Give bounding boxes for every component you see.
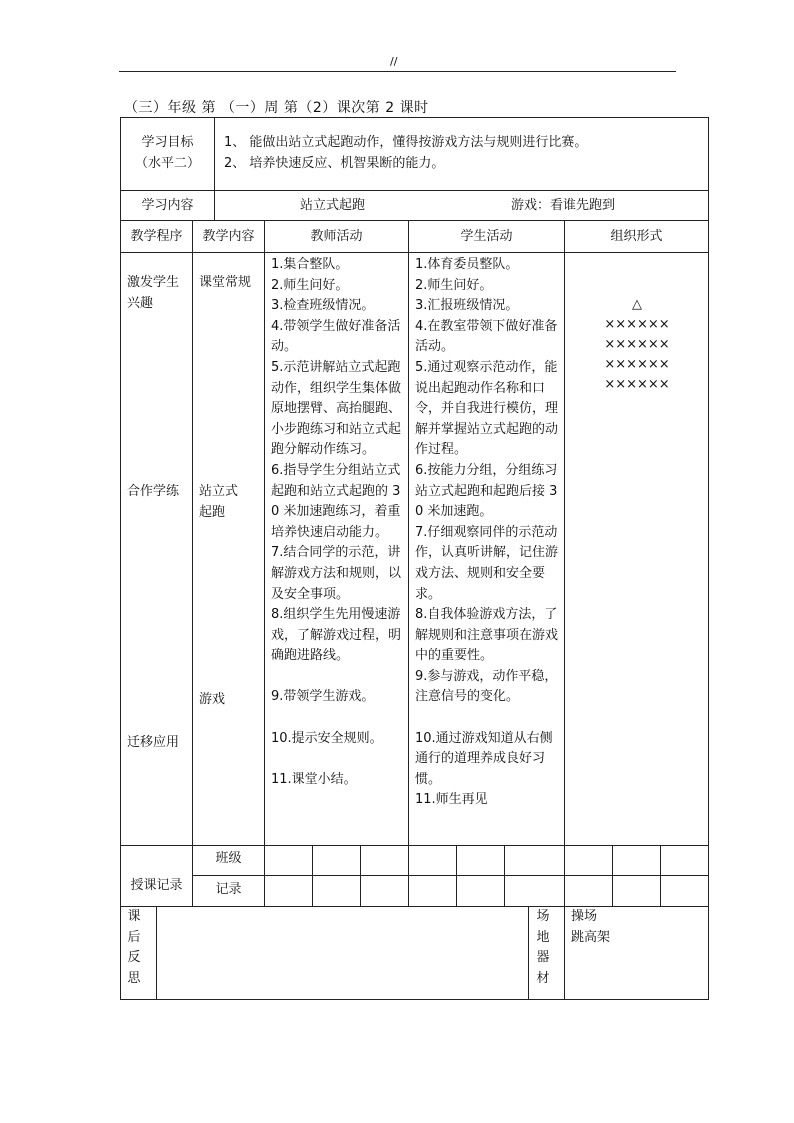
teacher-position-icon: △ — [632, 297, 642, 312]
teaching-content-item: 站立式起跑 — [199, 484, 239, 520]
record-label: 授课记录 — [130, 878, 183, 893]
column-header: 教学程序 — [130, 229, 183, 244]
row-divider — [120, 252, 709, 253]
objectives-label: 学习目标 （水平二） — [134, 135, 200, 171]
table-border-left — [120, 117, 121, 1000]
row-divider — [120, 845, 709, 846]
formation-row: ×××××× — [604, 317, 670, 332]
venue-item: 跳高架 — [571, 929, 611, 945]
procedure-stage: 激发学生兴趣 — [127, 275, 180, 311]
column-header: 学生活动 — [460, 229, 513, 244]
procedure-stage: 合作学练 — [127, 484, 180, 499]
reflection-label: 课后反思 — [127, 909, 141, 986]
col-divider — [408, 220, 409, 906]
student-activity: 1.体育委员整队。 2.师生问好。 3.汇报班级情况。 4.在教室带领下做好准备活动。 5.通过观察示范动作，能说出起跑动作名称和口令，并自我进行模仿，理解并掌握站立式起跑的动作过程。 6.按能力分组，分组练习站立式起跑和起跑后接 30 米加速跑。 7.仔细观察同伴的示范动作，认真听讲解，记住游戏方法、规则和安全要求。 8.自我体验游戏方法，了解规则和注意事项在游戏中的重要性。 9.参与游戏，动作平稳，注意信号的变化。 10.通过游戏知道从右侧通行的道理养成良好习惯。 11.师生再见 — [415, 257, 559, 808]
header-rule — [119, 71, 676, 72]
content-item-1: 站立式起跑 — [300, 198, 366, 213]
header-mark: // — [390, 55, 398, 68]
formation-row: ×××××× — [604, 377, 670, 392]
record-row-notes: 记录 — [215, 882, 242, 897]
col-divider — [528, 906, 529, 1000]
row-divider — [120, 220, 709, 221]
col-divider — [264, 220, 265, 906]
col-divider — [192, 220, 193, 906]
col-divider — [360, 845, 361, 906]
lesson-title: （三）年级 第 （一）周 第（2）课次第 2 课时 — [124, 100, 429, 116]
col-divider — [156, 906, 157, 1000]
record-row-class: 班级 — [215, 851, 242, 866]
objectives-list — [224, 133, 704, 174]
table-border-top — [120, 117, 709, 118]
procedure-stage: 迁移应用 — [127, 735, 180, 750]
formation-row: ×××××× — [604, 337, 670, 352]
table-border-bottom — [120, 999, 709, 1000]
teacher-activity: 1.集合整队。 2.师生问好。 3.检查班级情况。 4.带领学生做好准备活动。 5.示范讲解站立式起跑动作，组织学生集体做原地摆臂、高抬腿跑、小步跑练习和站立式起跑分解动作练习。 6.指导学生分组站立式起跑和站立式起跑的 30 米加速跑练习，着重培养快速启动能力。 7.结合同学的示范，讲解游戏方法和规则，以及安全事项。 8.组织学生先用慢速游戏，了解游戏过程，明确跑进路线。 9.带领学生游戏。 10.提示安全规则。 11.课堂小结。 — [271, 257, 402, 787]
column-header: 教师活动 — [310, 229, 363, 244]
col-divider — [214, 117, 215, 221]
col-divider — [504, 845, 505, 906]
content-item-2: 游戏：看谁先跑到 — [511, 198, 616, 213]
col-divider — [312, 845, 313, 906]
col-divider — [456, 845, 457, 906]
content-label: 学习内容 — [141, 198, 194, 213]
venue-label: 场地器材 — [536, 909, 550, 986]
row-divider — [192, 875, 709, 876]
objective-item: 1、 能做出站立式起跑动作，懂得按游戏方法与规则进行比赛。 — [224, 135, 588, 150]
col-divider — [612, 845, 613, 906]
venue-item: 操场 — [571, 909, 598, 924]
col-divider — [564, 220, 565, 906]
teaching-content-item: 课堂常规 — [199, 275, 252, 290]
objective-item: 2、 培养快速反应、机智果断的能力。 — [224, 155, 445, 171]
teaching-content-item: 游戏 — [199, 692, 226, 707]
table-border-right — [708, 117, 709, 1000]
row-divider — [120, 190, 709, 191]
column-header: 组织形式 — [610, 229, 663, 244]
venue-list — [571, 907, 701, 948]
formation-row: ×××××× — [604, 357, 670, 372]
column-header: 教学内容 — [202, 229, 255, 244]
col-divider — [564, 906, 565, 1000]
col-divider — [660, 845, 661, 906]
formation-diagram — [566, 295, 708, 395]
